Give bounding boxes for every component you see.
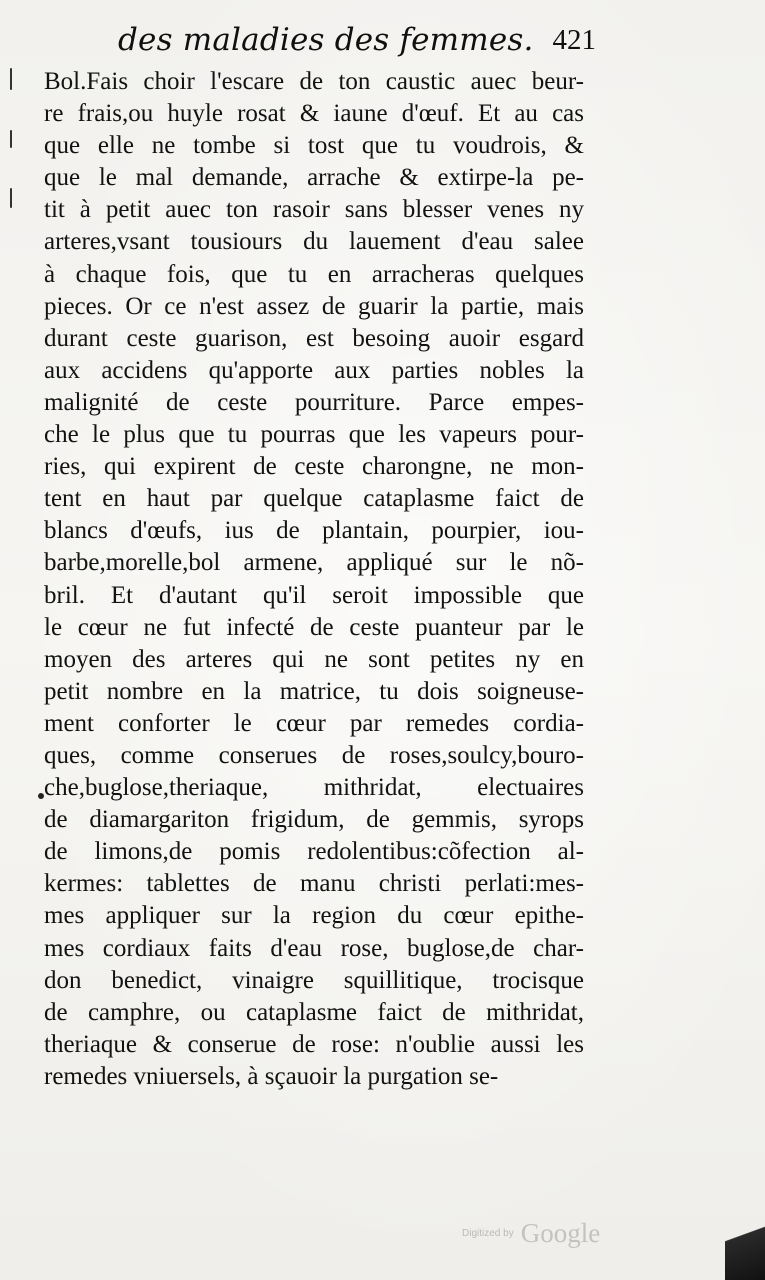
text-line: ries, qui expirent de ceste charongne, ne mon- (44, 453, 584, 481)
page-corner-shadow (725, 1205, 765, 1280)
text-line: bril. Et d'autant qu'il seroit impossible que (44, 581, 584, 609)
text-line: barbe,morelle,bol armene, appliqué sur le nõ- (44, 549, 584, 577)
digitized-watermark (462, 1218, 600, 1249)
text-line: Bol.Fais choir l'escare de ton caustic auec beur- (44, 68, 584, 95)
text-line: mes cordiaux faits d'eau rose, buglose,de char- (44, 934, 584, 962)
text-line: don benedict, vinaigre squillitique, trocisque (44, 966, 584, 994)
text-line: de camphre, ou cataplasme faict de mithridat, (44, 998, 584, 1026)
text-line: moyen des arteres qui ne sont petites ny en (44, 645, 584, 673)
text-line: ques, comme conserues de roses,soulcy,bouro- (44, 741, 584, 769)
ink-smudge (38, 793, 44, 799)
text-line: à chaque fois, que tu en arracheras quelques (44, 260, 584, 288)
text-line-last: remedes vniuersels, à sçauoir la purgation se- (44, 1062, 499, 1090)
page-header (118, 22, 596, 72)
text-line: de diamargariton frigidum, de gemmis, syrops (44, 806, 584, 834)
text-line: che,buglose,theriaque, mithridat, electuaires (44, 774, 584, 802)
text-line: kermes: tablettes de manu christi perlati:mes- (44, 870, 584, 898)
body-text (44, 66, 584, 1093)
text-line: aux accidens qu'apporte aux parties nobles la (44, 356, 584, 384)
text-line: tent en haut par quelque cataplasme faict de (44, 485, 584, 513)
text-line: tit à petit auec ton rasoir sans blesser venes ny (44, 196, 584, 224)
running-title: des maladies des femmes. (118, 22, 534, 58)
text-line: malignité de ceste pourriture. Parce empes- (44, 388, 584, 416)
text-line: re frais,ou huyle rosat & iaune d'œuf. Et au cas (44, 100, 584, 128)
google-logo: Google (520, 1218, 601, 1248)
text-line: theriaque & conserue de rose: n'oublie aussi les (44, 1030, 584, 1058)
page-number: 421 (552, 24, 596, 56)
text-line: que elle ne tombe si tost que tu voudrois, & (44, 132, 584, 160)
text-line: pieces. Or ce n'est assez de guarir la partie, mais (44, 292, 584, 320)
text-line: arteres,vsant tousiours du lauement d'eau salee (44, 228, 584, 256)
gutter-marks (4, 60, 20, 230)
text-line: durant ceste guarison, est besoing auoir esgard (44, 324, 584, 352)
text-line: petit nombre en la matrice, tu dois soigneuse- (44, 677, 584, 705)
text-line: que le mal demande, arrache & extirpe-la pe- (44, 164, 584, 192)
text-line: blancs d'œufs, ius de plantain, pourpier, iou- (44, 517, 584, 545)
text-line: de limons,de pomis redolentibus:cõfection al- (44, 838, 584, 866)
watermark-prefix: Digitized by (462, 1228, 514, 1239)
text-line: ment conforter le cœur par remedes cordia- (44, 709, 584, 737)
text-line: le cœur ne fut infecté de ceste puanteur par le (44, 613, 584, 641)
text-line: mes appliquer sur la region du cœur epithe- (44, 902, 584, 930)
text-line: che le plus que tu pourras que les vapeurs pour- (44, 421, 584, 449)
